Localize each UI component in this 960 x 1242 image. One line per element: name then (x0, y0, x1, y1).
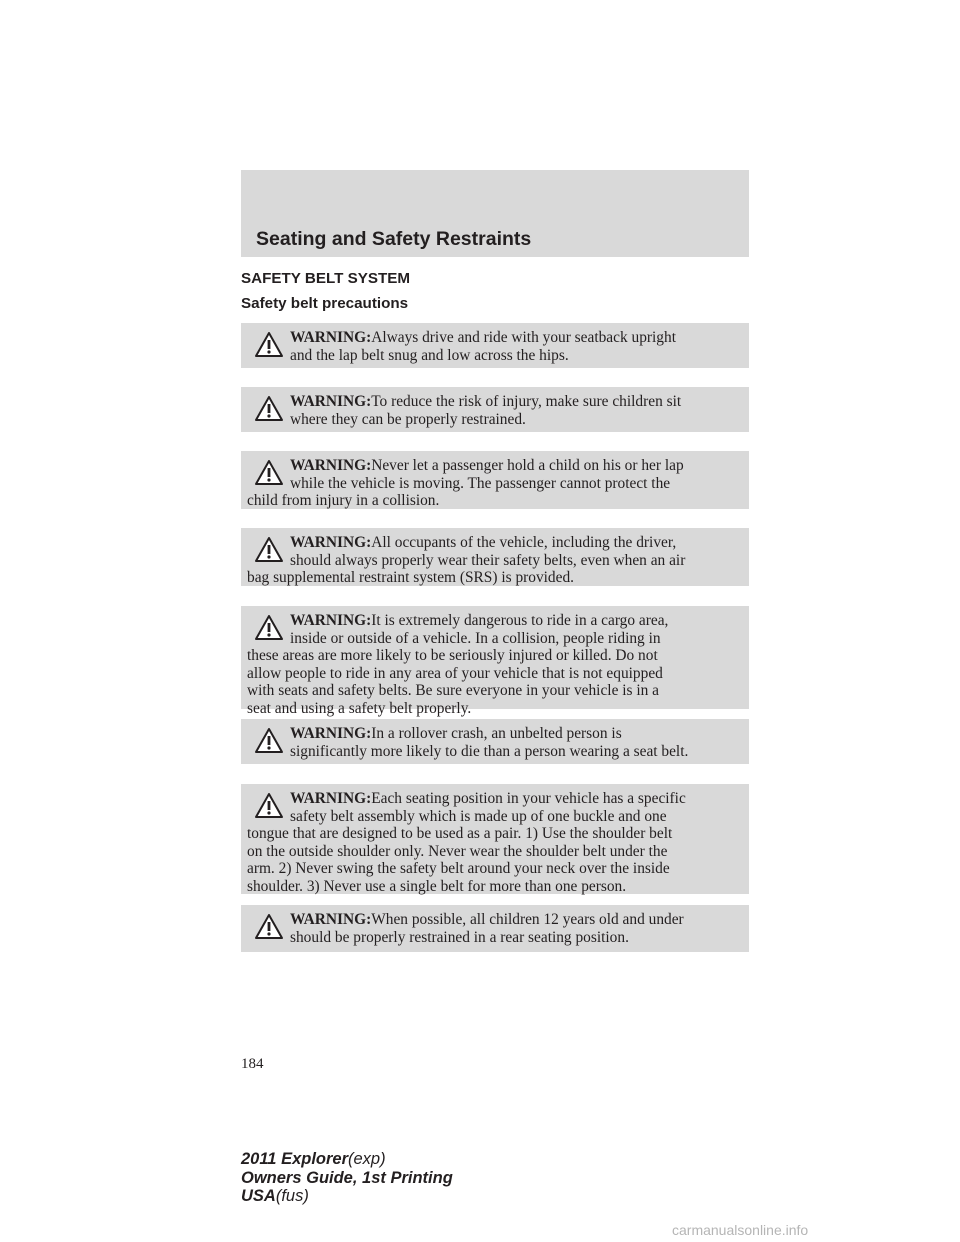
warning-triangle-icon (254, 727, 284, 754)
footer (241, 1150, 453, 1206)
warning-text-line (247, 569, 739, 587)
warning-text: bag supplemental restraint system (SRS) is provided. (247, 569, 575, 586)
warning-text: child from injury in a collision. (247, 492, 440, 509)
warning-text-line (247, 860, 739, 878)
warning-text: allow people to ride in any area of your vehicle that is not equipped (247, 664, 663, 682)
warning-text-line (247, 612, 739, 630)
warning-text: All occupants of the vehicle, including the driver, (371, 534, 677, 551)
warning-text-line (247, 700, 739, 718)
footer-model-code: (exp) (348, 1150, 386, 1168)
warning-text: where they can be properly restrained. (290, 410, 526, 428)
section-heading: SAFETY BELT SYSTEM (241, 270, 411, 287)
warning-text: should always properly wear their safety belts, even when an air (290, 551, 686, 569)
warning-text: while the vehicle is moving. The passenger cannot protect the (290, 474, 671, 492)
warning-text: arm. 2) Never swing the safety belt around your neck over the inside (247, 860, 670, 877)
footer-model-line (241, 1150, 453, 1169)
warning-text-line (247, 929, 739, 947)
warning-text-line (247, 911, 739, 929)
footer-market-code: (fus) (275, 1187, 309, 1205)
warning-triangle-icon (254, 459, 284, 486)
watermark: carmanualsonline.info (672, 1222, 809, 1238)
warning-text-line (247, 878, 739, 896)
warning-text: safety belt assembly which is made up of one buckle and one (290, 807, 667, 825)
warning-text: It is extremely dangerous to ride in a cargo area, (371, 612, 669, 629)
warning-triangle-icon (254, 331, 284, 358)
warning-text: Each seating position in your vehicle has a specific (371, 790, 686, 807)
warning-text-line (247, 825, 739, 843)
warning-label: WARNING: (290, 534, 372, 551)
page-title: Seating and Safety Restraints (256, 228, 532, 250)
warning-box (241, 784, 749, 894)
warning-text: significantly more likely to die than a person wearing a seat belt. (290, 742, 689, 760)
warning-text: and the lap belt snug and low across the hips. (290, 346, 569, 364)
warning-text-line (247, 411, 739, 429)
warning-text: To reduce the risk of injury, make sure children sit (371, 393, 682, 410)
warning-text-line (247, 808, 739, 826)
warning-box (241, 387, 749, 432)
warning-text-line (247, 552, 739, 570)
warning-box (241, 905, 749, 952)
warning-box (241, 323, 749, 368)
warning-text: with seats and safety belts. Be sure everyone in your vehicle is in a (247, 682, 660, 699)
warning-box (241, 451, 749, 509)
warning-triangle-icon (254, 792, 284, 819)
warning-text: on the outside shoulder only. Never wear the shoulder belt under the (247, 842, 668, 860)
warning-box (241, 606, 749, 717)
warning-label: WARNING: (290, 790, 372, 807)
section-subheading: Safety belt precautions (241, 295, 409, 312)
warning-label: WARNING: (290, 612, 372, 629)
footer-model: 2011 Explorer (241, 1150, 349, 1168)
warning-text-line (247, 682, 739, 700)
warning-text-line (247, 457, 739, 475)
warning-text: When possible, all children 12 years old and under (371, 911, 684, 928)
warning-text-line (247, 475, 739, 493)
warning-text-line (247, 347, 739, 365)
footer-guide-line (241, 1169, 453, 1188)
warning-label: WARNING: (290, 393, 372, 410)
warning-text: these areas are more likely to be seriously injured or killed. Do not (247, 647, 658, 664)
warning-box (241, 528, 749, 586)
warning-text-line (247, 665, 739, 683)
warning-box (241, 719, 749, 764)
warning-text: In a rollover crash, an unbelted person is (371, 725, 622, 742)
footer-market-line (241, 1187, 453, 1206)
warning-text: Never let a passenger hold a child on his or her lap (371, 457, 684, 474)
warning-triangle-icon (254, 395, 284, 422)
warning-text: inside or outside of a vehicle. In a collision, people riding in (290, 629, 661, 647)
warning-text: should be properly restrained in a rear seating position. (290, 928, 629, 946)
footer-market: USA (241, 1187, 276, 1205)
warning-text: shoulder. 3) Never use a single belt for more than one person. (247, 877, 627, 895)
warning-text-line (247, 843, 739, 861)
warning-text: seat and using a safety belt properly. (247, 699, 472, 717)
warning-label: WARNING: (290, 329, 372, 346)
warning-text-line (247, 534, 739, 552)
warning-text-line (247, 329, 739, 347)
warning-text: Always drive and ride with your seatback upright (371, 329, 676, 346)
warning-text-line (247, 790, 739, 808)
warning-text-line (247, 743, 739, 761)
warning-triangle-icon (254, 614, 284, 641)
warning-text-line (247, 647, 739, 665)
warning-label: WARNING: (290, 725, 372, 742)
warning-triangle-icon (254, 536, 284, 563)
page-number: 184 (241, 1056, 264, 1072)
footer-guide: Owners Guide, 1st Printing (241, 1168, 453, 1187)
warning-text: tongue that are designed to be used as a pair. 1) Use the shoulder belt (247, 825, 673, 842)
warning-text-line (247, 630, 739, 648)
warning-triangle-icon (254, 913, 284, 940)
warning-label: WARNING: (290, 457, 372, 474)
warning-text-line (247, 393, 739, 411)
warning-label: WARNING: (290, 911, 372, 928)
warning-text-line (247, 725, 739, 743)
warning-text-line (247, 492, 739, 510)
